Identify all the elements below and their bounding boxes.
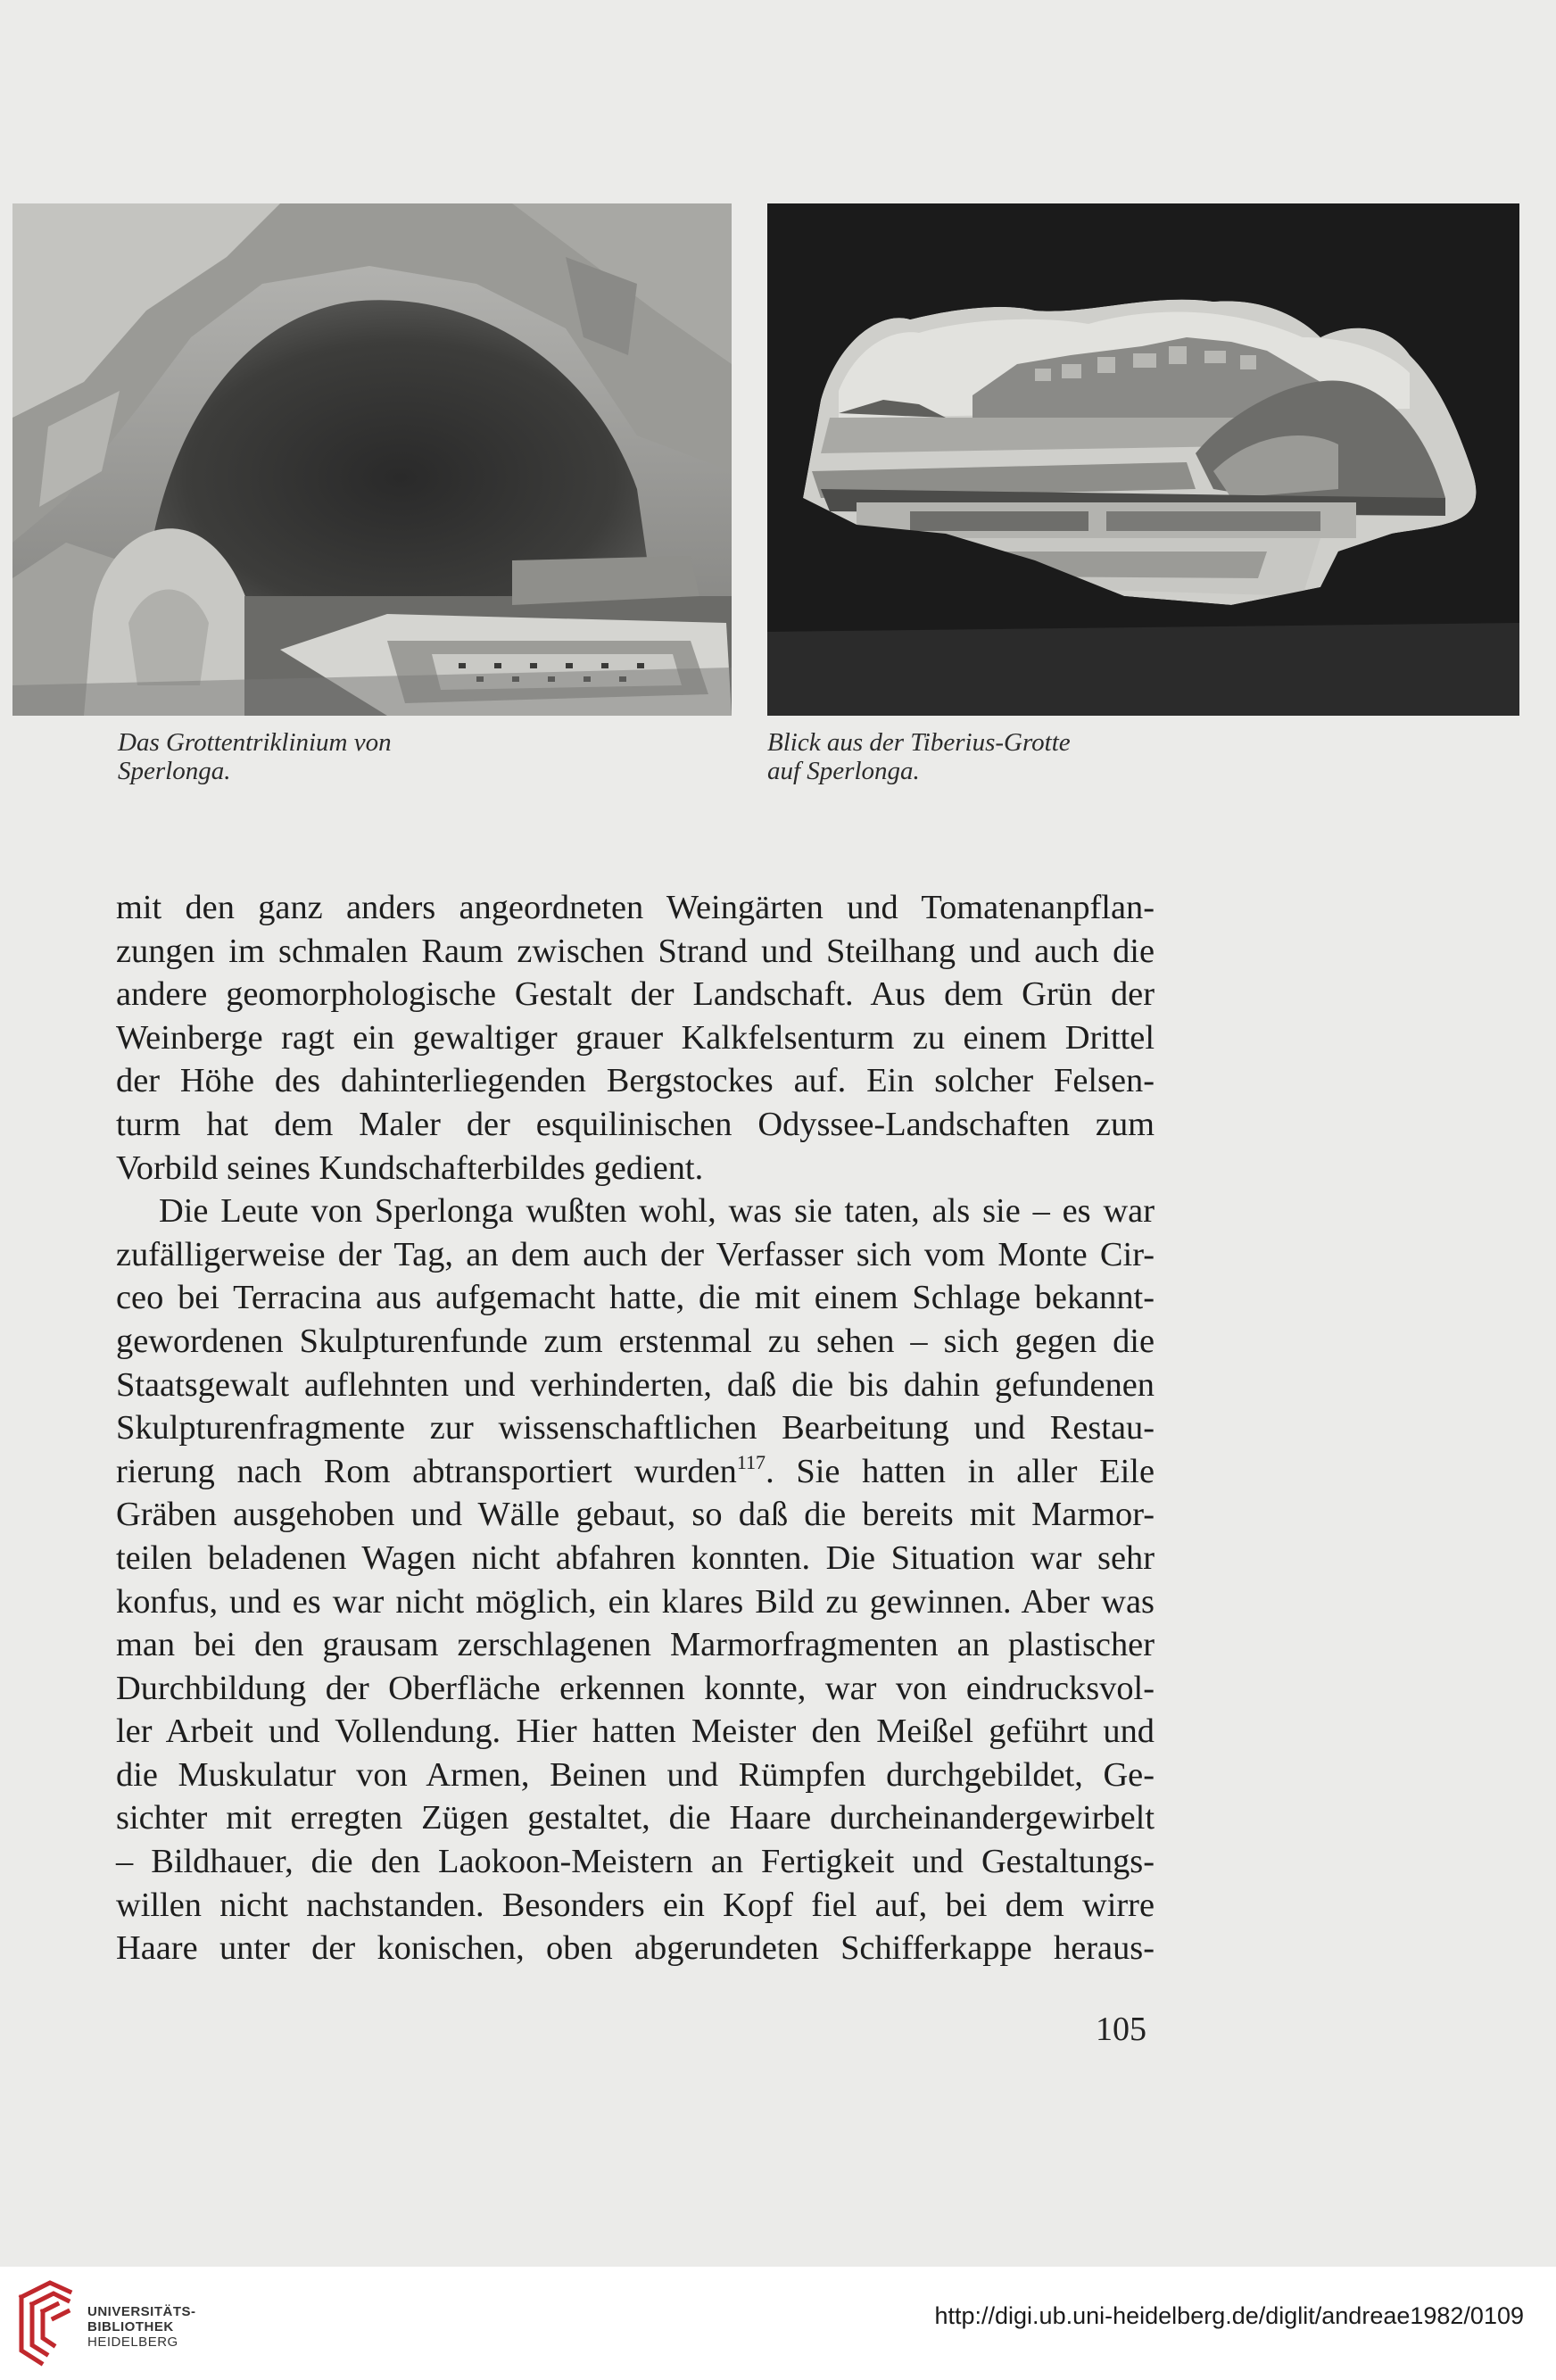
text-line: sichter mit erregten Zügen gestaltet, die Haare durcheinandergewirbelt bbox=[116, 1799, 1155, 1837]
right-figure-caption bbox=[767, 728, 1178, 785]
text-line: die Muskulatur von Armen, Beinen und Rümpfen durchgebildet, Ge- bbox=[116, 1755, 1155, 1794]
text-line: der Höhe des dahinterliegenden Bergstockes auf. Ein solcher Felsen- bbox=[116, 1062, 1155, 1100]
text-line: ler Arbeit und Vollendung. Hier hatten Meister den Meißel geführt und bbox=[116, 1712, 1155, 1751]
text-line: teilen beladenen Wagen nicht abfahren konnten. Die Situation war sehr bbox=[116, 1538, 1155, 1577]
library-name[interactable] bbox=[87, 2304, 196, 2350]
page-number: 105 bbox=[1096, 2011, 1146, 2048]
text-line: zufälligerweise der Tag, an dem auch der Verfasser sich vom Monte Cir- bbox=[116, 1235, 1155, 1273]
text-line: Weinberge ragt ein gewaltiger grauer Kalkfelsenturm zu einem Drittel bbox=[116, 1018, 1155, 1057]
text-line: zungen im schmalen Raum zwischen Strand und Steilhang und auch die bbox=[116, 932, 1155, 970]
caption-line: Das Grottentriklinium von bbox=[118, 728, 392, 757]
grotto-triclinium-image bbox=[12, 203, 732, 716]
text-line: willen nicht nachstanden. Besonders ein Kopf fiel auf, bei dem wirre bbox=[116, 1886, 1155, 1924]
text-line: gewordenen Skulpturenfunde zum erstenmal zu sehen – sich gegen die bbox=[116, 1322, 1155, 1360]
library-name-line: BIBLIOTHEK bbox=[87, 2319, 174, 2334]
caption-line: Blick aus der Tiberius-Grotte bbox=[767, 728, 1071, 757]
text-line: turm hat dem Maler der esquilinischen Odyssee-Landschaften zum bbox=[116, 1105, 1155, 1143]
text-line: Vorbild seines Kundschafterbildes gedient. bbox=[116, 1149, 704, 1187]
caption-line: Sperlonga. bbox=[118, 757, 231, 785]
text-line: konfus, und es war nicht möglich, ein klares Bild zu gewinnen. Aber was bbox=[116, 1582, 1155, 1621]
text-line: andere geomorphologische Gestalt der Landschaft. Aus dem Grün der bbox=[116, 975, 1155, 1014]
text-line: Haare unter der konischen, oben abgerundeten Schifferkappe heraus- bbox=[116, 1929, 1155, 1968]
text-line: Durchbildung der Oberfläche erkennen konnte, war von eindrucksvol- bbox=[116, 1669, 1155, 1707]
tiberius-grotto-view-photo bbox=[767, 203, 1519, 716]
text-line: mit den ganz anders angeordneten Weingärten und Tomatenanpflan- bbox=[116, 889, 1155, 926]
library-name-line: UNIVERSITÄTS- bbox=[87, 2304, 196, 2319]
text-line: man bei den grausam zerschlagenen Marmorfragmenten an plastischer bbox=[116, 1626, 1155, 1664]
text-line-with-footnote bbox=[116, 1450, 1155, 1494]
library-name-line: HEIDELBERG bbox=[87, 2334, 178, 2350]
permalink-url[interactable]: http://digi.ub.uni-heidelberg.de/diglit/andreae1982/0109 bbox=[934, 2302, 1524, 2329]
text-line: – Bildhauer, die den Laokoon-Meistern an Fertigkeit und Gestaltungs- bbox=[116, 1843, 1155, 1881]
digitization-footer bbox=[0, 2267, 1556, 2380]
text-line: ceo bei Terracina aus aufgemacht hatte, die mit einem Schlage bekannt- bbox=[116, 1279, 1155, 1317]
library-logo-icon[interactable] bbox=[14, 2279, 77, 2367]
text-line: Staatsgewalt auflehnten und verhinderten, daß die bis dahin gefundenen bbox=[116, 1365, 1155, 1404]
tiberius-grotto-view-image bbox=[767, 203, 1519, 716]
caption-line: auf Sperlonga. bbox=[767, 757, 920, 785]
text-line: Gräben ausgehoben und Wälle gebaut, so daß die bereits mit Marmor- bbox=[116, 1496, 1155, 1534]
grotto-triclinium-photo bbox=[12, 203, 732, 716]
footnote-reference: 117 bbox=[736, 1450, 766, 1473]
left-figure-caption bbox=[118, 728, 528, 785]
text-line: Skulpturenfragmente zur wissenschaftlichen Bearbeitung und Restau- bbox=[116, 1409, 1155, 1447]
text-line: Die Leute von Sperlonga wußten wohl, was sie taten, als sie – es war bbox=[159, 1192, 1155, 1231]
body-text bbox=[116, 886, 1155, 1970]
text-segment: rierung nach Rom abtransportiert wurden bbox=[116, 1452, 737, 1490]
text-segment: . Sie hatten in aller Eile bbox=[766, 1452, 1155, 1490]
